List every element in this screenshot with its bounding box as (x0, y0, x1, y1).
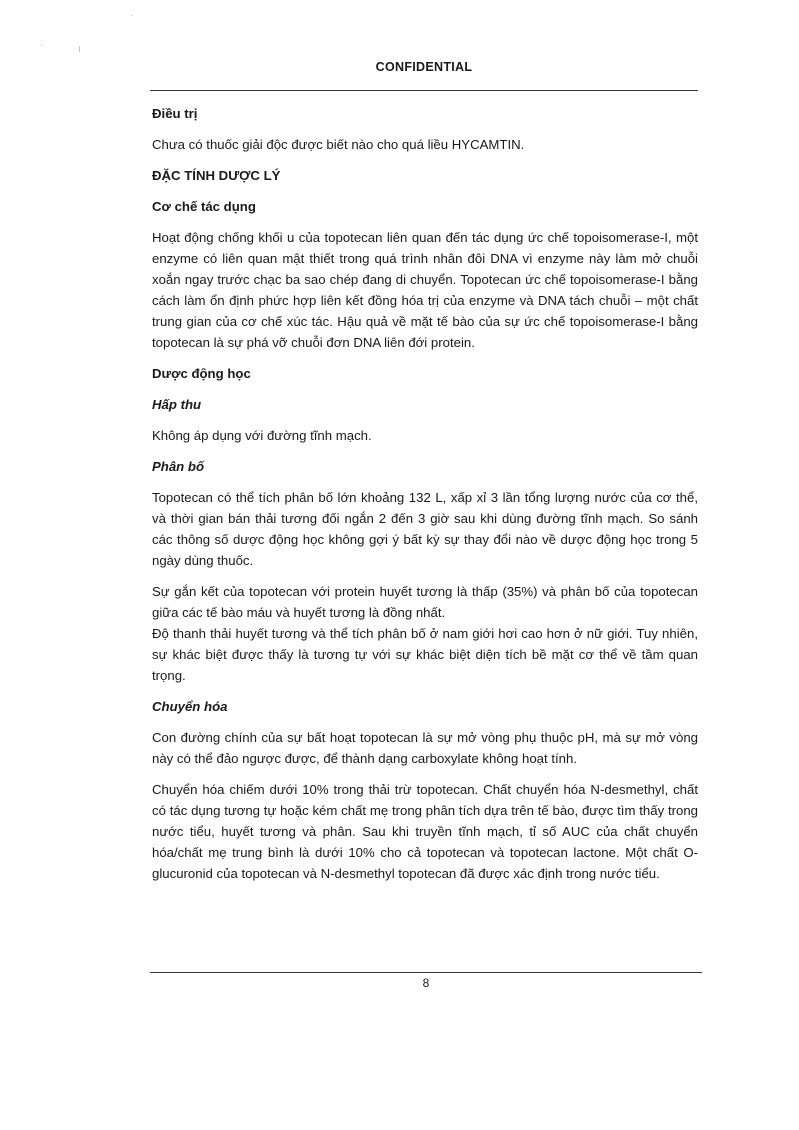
section-heading-pharmacokinetics: Dược động học (152, 366, 251, 381)
header-divider (150, 90, 698, 91)
treatment-paragraph: Chưa có thuốc giải độc được biết nào cho quá liều HYCAMTIN. (152, 137, 525, 152)
distribution-paragraph: Độ thanh thải huyết tương và thể tích phân bố ở nam giới hơi cao hơn ở nữ giới. Tuy nhiên, sự khác biệt được thấy là tương tự với sự khác biệt diện tích bề mặt cơ thể về tầm quan trọng. (152, 626, 698, 683)
scan-artifact: ı (78, 44, 81, 55)
absorption-paragraph: Không áp dụng với đường tĩnh mạch. (152, 428, 372, 443)
metabolism-paragraph: Chuyển hóa chiếm dưới 10% trong thải trừ topotecan. Chất chuyển hóa N-desmethyl, chất có tác dụng tương tự hoặc kém chất mẹ trong phân tích dựa trên tế bào, được tìm thấy trong nước tiểu, huyết tương và phân. Sau khi truyền tĩnh mạch, tỉ số AUC của chất chuyển hóa/chất mẹ trung bình là dưới 10% cho cả topotecan và topotecan lactone. Một chất O-glucuronid của topotecan và N-desmethyl topotecan đã được xác định trong nước tiểu. (152, 782, 698, 881)
document-body (152, 103, 698, 894)
section-heading-metabolism: Chuyển hóa (152, 699, 228, 714)
section-heading-mechanism: Cơ chế tác dụng (152, 199, 256, 214)
metabolism-paragraph: Con đường chính của sự bất hoạt topotecan là sự mở vòng phụ thuộc pH, mà sự mở vòng này có thể đảo ngược được, để thành dạng carboxylate không hoạt tính. (152, 730, 698, 766)
page-number: 8 (422, 976, 430, 990)
section-heading-treatment: Điều trị (152, 106, 198, 121)
section-heading-distribution: Phân bố (152, 459, 205, 474)
section-heading-pharmacology: ĐẶC TÍNH DƯỢC LÝ (152, 168, 281, 183)
confidential-header: CONFIDENTIAL (375, 60, 473, 74)
scan-artifact: · (40, 40, 44, 51)
section-heading-absorption: Hấp thu (152, 397, 202, 412)
distribution-paragraph: Topotecan có thể tích phân bố lớn khoảng 132 L, xấp xỉ 3 lần tổng lượng nước của cơ thể, và thời gian bán thải tương đối ngắn 2 đến 3 giờ sau khi dùng đường tĩnh mạch. So sánh các thông số dược động học không gợi ý bất kỳ sự thay đổi nào về dược động học trong 5 ngày dùng thuốc. (152, 490, 698, 568)
distribution-paragraph: Sự gắn kết của topotecan với protein huyết tương là thấp (35%) và phân bố của topotecan giữa các tế bào máu và huyết tương là đồng nhất. (152, 584, 698, 620)
mechanism-paragraph: Hoạt động chống khối u của topotecan liên quan đến tác dụng ức chế topoisomerase-I, một enzyme có liên quan mật thiết trong quá trình nhân đôi DNA vì enzyme này làm mở chuỗi xoắn ngay trước chạc ba sao chép đang di chuyển. Topotecan ức chế topoisomerase-I bằng cách làm ổn định phức hợp liên kết đồng hóa trị của enzyme và DNA tách chuỗi – một chất trung gian của cơ chế xúc tác. Hậu quả về mặt tế bào của sự ức chế topoisomerase-I bằng topotecan là sự phá vỡ chuỗi đơn DNA liên đới protein. (152, 230, 698, 350)
scan-artifact: · (130, 10, 134, 21)
footer-divider (150, 972, 702, 973)
